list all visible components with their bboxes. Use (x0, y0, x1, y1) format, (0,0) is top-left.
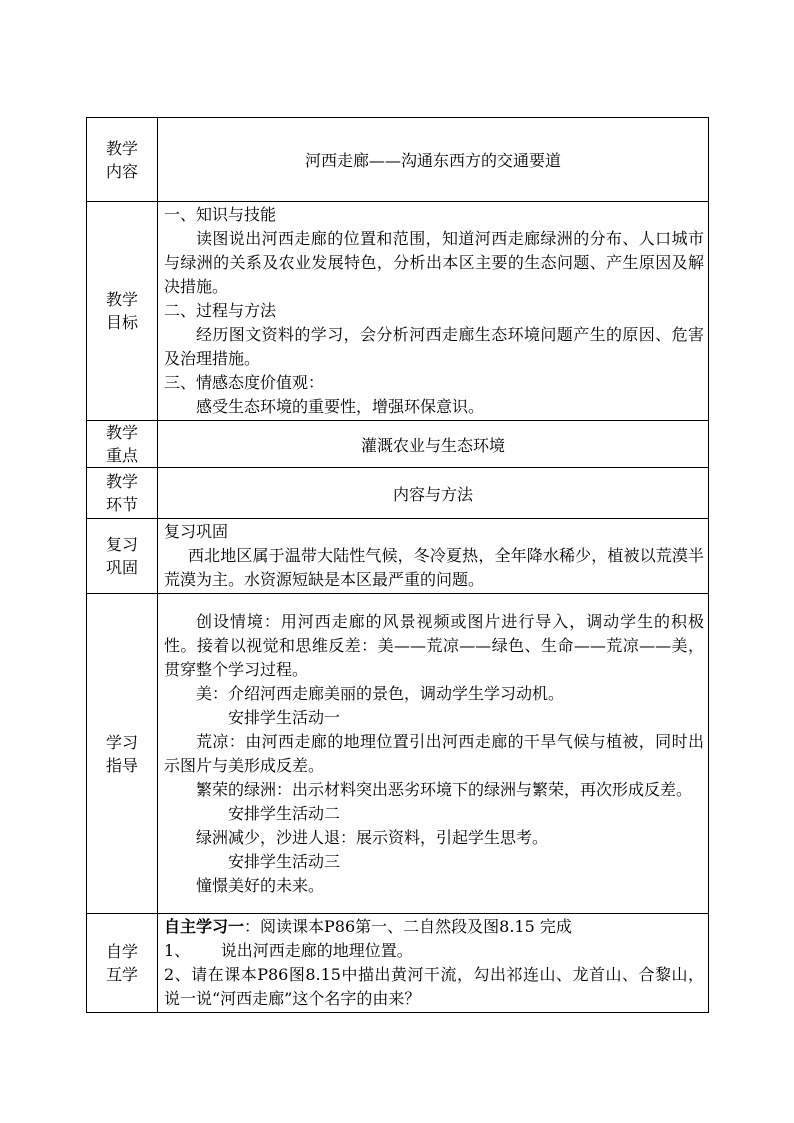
self-study-body (158, 914, 709, 1013)
label-teaching-content: 教学 内容 (87, 118, 158, 202)
teaching-stage-value: 内容与方法 (158, 468, 709, 519)
label-teaching-stage: 教学 环节 (87, 468, 158, 519)
self-study-item-2: 2、请在课本P86图8.15中描出黄河干流，勾出祁连山、龙首山、合黎山，说一说“河西走廊”这个名字的由来？ (164, 965, 704, 1008)
teaching-focus-value: 灌溉农业与生态环境 (158, 421, 709, 468)
review-heading: 复习巩固 (164, 522, 229, 541)
row-study-guide (87, 594, 709, 914)
row-review (87, 519, 709, 594)
guide-activity-1: 安排学生活动一 (228, 707, 341, 727)
self-study-heading (164, 915, 704, 939)
label-review: 复习 巩固 (87, 519, 158, 594)
review-text: 西北地区属于温带大陆性气候，冬冷夏热，全年降水稀少，植被以荒漠半荒漠为主。水资源短缺是本区最严重的问题。 (164, 546, 704, 589)
guide-activity-2: 安排学生活动二 (228, 803, 341, 823)
guide-line-beauty: 美：介绍河西走廊美丽的景色，调动学生学习动机。 (196, 683, 565, 703)
self-study-heading-bold: 自主学习一 (164, 917, 245, 936)
guide-line-desolate: 荒凉：由河西走廊的地理位置引出河西走廊的干旱气候与植被，同时出示图片与美形成反差。 (164, 731, 704, 775)
teaching-content-value: 河西走廊——沟通东西方的交通要道 (158, 118, 709, 202)
row-teaching-stage (87, 468, 709, 519)
teaching-goals-body (158, 202, 709, 421)
label-teaching-focus: 教学 重点 (87, 421, 158, 468)
row-self-study (87, 914, 709, 1013)
goal-heading-knowledge: 一、知识与技能 (164, 205, 277, 224)
goal-text-knowledge: 读图说出河西走廊的位置和范围，知道河西走廊绿洲的分布、人口城市与绿洲的关系及农业发展特色，分析出本区主要的生态问题、产生原因及解决措施。 (164, 229, 704, 296)
goal-text-attitude: 感受生态环境的重要性，增强环保意识。 (196, 397, 485, 416)
review-body (158, 519, 709, 594)
goal-heading-process: 二、过程与方法 (164, 301, 277, 320)
label-teaching-goals: 教学 目标 (87, 202, 158, 421)
goal-heading-attitude: 三、情感态度价值观： (164, 373, 325, 392)
row-teaching-goals (87, 202, 709, 421)
lesson-plan-table (86, 117, 709, 1013)
guide-line-oasis: 繁荣的绿洲：出示材料突出恶劣环境下的绿洲与繁荣，再次形成反差。 (196, 779, 693, 799)
guide-line-desert: 绿洲减少，沙进人退：展示资料，引起学生思考。 (196, 827, 549, 847)
label-self-study: 自学 互学 (87, 914, 158, 1013)
guide-activity-3: 安排学生活动三 (228, 851, 341, 871)
self-study-item-1: 1、 说出河西走廊的地理位置。 (164, 941, 413, 960)
row-teaching-focus (87, 421, 709, 468)
goal-text-process: 经历图文资料的学习，会分析河西走廊生态环境问题产生的原因、危害及治理措施。 (164, 325, 704, 368)
label-study-guide: 学习 指导 (87, 594, 158, 914)
row-teaching-content (87, 118, 709, 202)
guide-line-intro: 创设情境：用河西走廊的风景视频或图片进行导入，调动学生的积极性。接着以视觉和思维反差：美——荒凉——绿色、生命——荒凉——美，贯穿整个学习过程。 (164, 611, 704, 679)
guide-line-future: 憧憬美好的未来。 (196, 875, 325, 895)
study-guide-body (158, 594, 709, 914)
self-study-heading-rest: ：阅读课本P86第一、二自然段及图8.15 完成 (244, 917, 572, 936)
